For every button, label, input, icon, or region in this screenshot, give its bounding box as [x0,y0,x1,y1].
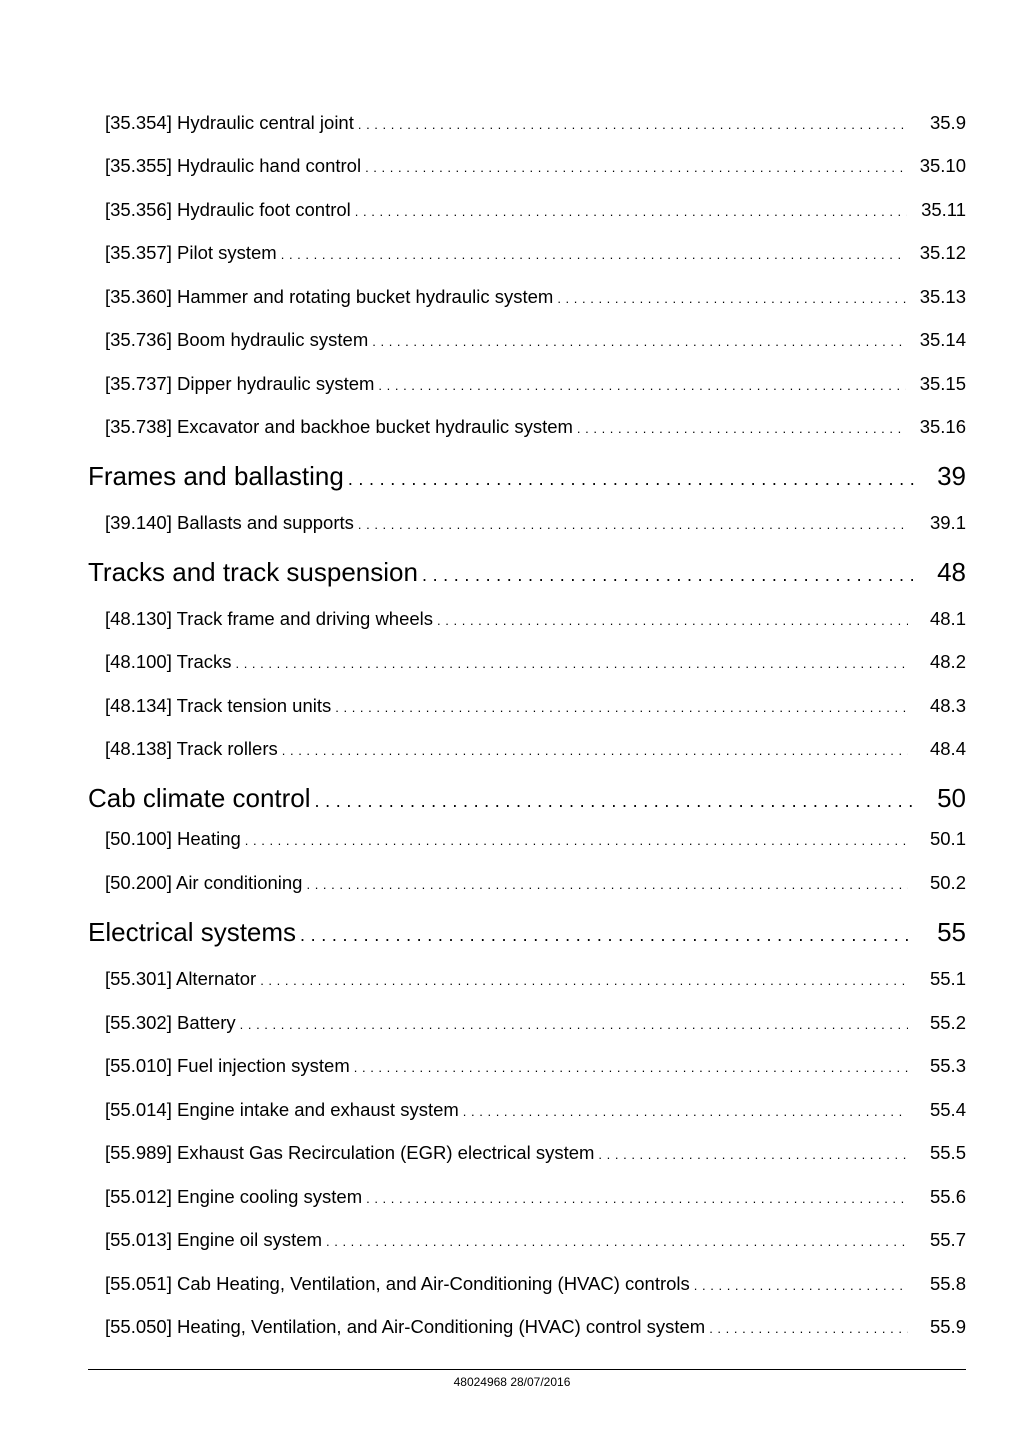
toc-entry-title: [35.737] Dipper hydraulic system [105,373,375,394]
toc-entry[interactable] [88,651,966,673]
toc-entry-title: [55.989] Exhaust Gas Recirculation (EGR) electrical system [105,1142,595,1163]
toc-entry-title: [48.138] Track rollers [105,738,278,759]
footer-divider [88,1369,966,1370]
toc-entry[interactable] [88,155,966,177]
toc-entry-title: [55.013] Engine oil system [105,1229,322,1250]
dot-leader [260,968,908,990]
toc-entry-title: [39.140] Ballasts and supports [105,512,354,533]
toc-entry-page: 50.2 [929,872,966,893]
dot-leader [437,608,908,630]
footer-doc-id-date: 48024968 28/07/2016 [453,1375,571,1389]
toc-section-page: 48 [937,557,966,587]
toc-section[interactable] [88,557,966,588]
dot-leader [694,1273,908,1295]
toc-entry-page: 35.9 [929,112,966,133]
toc-entry-title: [48.130] Track frame and driving wheels [105,608,434,629]
toc-section[interactable] [88,783,966,814]
toc-section[interactable] [88,461,966,492]
toc-entry[interactable] [88,968,966,990]
toc-entry-title: [55.010] Fuel injection system [105,1055,350,1076]
toc-entry-page: 55.3 [929,1055,966,1076]
toc-entry-page: 55.2 [929,1012,966,1033]
dot-leader [422,557,916,588]
dot-leader [355,199,907,221]
toc-entry-page: 55.1 [929,968,966,989]
dot-leader [463,1099,908,1121]
toc-entry[interactable] [88,738,966,760]
dot-leader [372,329,905,351]
dot-leader [598,1142,908,1164]
dot-leader [365,155,906,177]
dot-leader [245,828,908,850]
toc-entry-title: [35.736] Boom hydraulic system [105,329,369,350]
toc-entry-title: [35.357] Pilot system [105,242,277,263]
toc-entry-title: [35.356] Hydraulic foot control [105,199,351,220]
dot-leader [378,373,905,395]
toc-entry-title: [35.355] Hydraulic hand control [105,155,362,176]
toc-entry-page: 55.6 [929,1186,966,1207]
toc-entry[interactable] [88,1055,966,1077]
toc-entry-title: [35.360] Hammer and rotating bucket hydraulic system [105,286,554,307]
dot-leader [358,512,908,534]
toc-entry-page: 55.4 [929,1099,966,1120]
toc-entry[interactable] [88,1316,966,1338]
toc-entry[interactable] [88,1142,966,1164]
dot-leader [326,1229,908,1251]
toc-entry-title: [35.354] Hydraulic central joint [105,112,354,133]
dot-leader [282,738,908,760]
toc-section[interactable] [88,917,966,948]
dot-leader [354,1055,908,1077]
toc-entry[interactable] [88,416,966,438]
toc-entry-page: 35.13 [919,286,966,307]
toc-entry[interactable] [88,329,966,351]
toc-entry-page: 35.12 [919,242,966,263]
toc-entry-title: [50.200] Air conditioning [105,872,303,893]
toc-entry-title: [55.302] Battery [105,1012,236,1033]
toc-entry[interactable] [88,286,966,308]
dot-leader [281,242,906,264]
toc-entry-page: 48.4 [929,738,966,759]
toc-entry[interactable] [88,373,966,395]
toc-entry-page: 48.3 [929,695,966,716]
toc-entry-page: 35.10 [919,155,966,176]
toc-entry-page: 39.1 [929,512,966,533]
toc-entry[interactable] [88,695,966,717]
dot-leader [235,651,908,673]
toc-section-title: Electrical systems [88,917,297,947]
dot-leader [366,1186,908,1208]
toc-entry[interactable] [88,242,966,264]
toc-entry-title: [35.738] Excavator and backhoe bucket hydraulic system [105,416,573,437]
toc-entry-title: [50.100] Heating [105,828,241,849]
toc-section-page: 39 [937,461,966,491]
toc-section-title: Cab climate control [88,783,311,813]
toc-entry-page: 48.1 [929,608,966,629]
toc-entry[interactable] [88,1273,966,1295]
toc-entry[interactable] [88,1012,966,1034]
toc-entry[interactable] [88,1099,966,1121]
toc-section-page: 50 [937,783,966,813]
dot-leader [577,416,906,438]
toc-entry-title: [48.100] Tracks [105,651,232,672]
toc-entry-page: 55.8 [929,1273,966,1294]
dot-leader [709,1316,908,1338]
toc-entry[interactable] [88,828,966,850]
toc-entry-page: 35.14 [919,329,966,350]
dot-leader [358,112,908,134]
toc-entry-page: 35.16 [919,416,966,437]
toc-section-title: Frames and ballasting [88,461,344,491]
dot-leader [348,461,916,492]
toc-section-title: Tracks and track suspension [88,557,418,587]
toc-entry[interactable] [88,608,966,630]
toc-entry-page: 55.9 [929,1316,966,1337]
dot-leader [300,917,916,948]
dot-leader [306,872,908,894]
toc-entry-title: [55.051] Cab Heating, Ventilation, and Air-Conditioning (HVAC) controls [105,1273,690,1294]
dot-leader [335,695,908,717]
toc-entry-title: [55.050] Heating, Ventilation, and Air-Conditioning (HVAC) control system [105,1316,706,1337]
toc-entry-title: [55.301] Alternator [105,968,257,989]
toc-section-page: 55 [937,917,966,947]
dot-leader [557,286,905,308]
toc-entry-page: 35.11 [921,199,966,220]
toc-entry-page: 50.1 [929,828,966,849]
toc-entry-page: 55.5 [929,1142,966,1163]
toc-entry-page: 48.2 [929,651,966,672]
toc-entry[interactable] [88,1186,966,1208]
toc-entry[interactable] [88,512,966,534]
toc-entry[interactable] [88,112,966,134]
toc-entry-page: 35.15 [919,373,966,394]
toc-entry-title: [55.012] Engine cooling system [105,1186,363,1207]
toc-entry[interactable] [88,199,966,221]
toc-entry-page: 55.7 [929,1229,966,1250]
toc-entry[interactable] [88,872,966,894]
toc-entry-title: [48.134] Track tension units [105,695,332,716]
dot-leader [315,783,916,814]
toc-page [88,0,966,1448]
toc-entry-title: [55.014] Engine intake and exhaust system [105,1099,459,1120]
toc-entry[interactable] [88,1229,966,1251]
dot-leader [240,1012,908,1034]
